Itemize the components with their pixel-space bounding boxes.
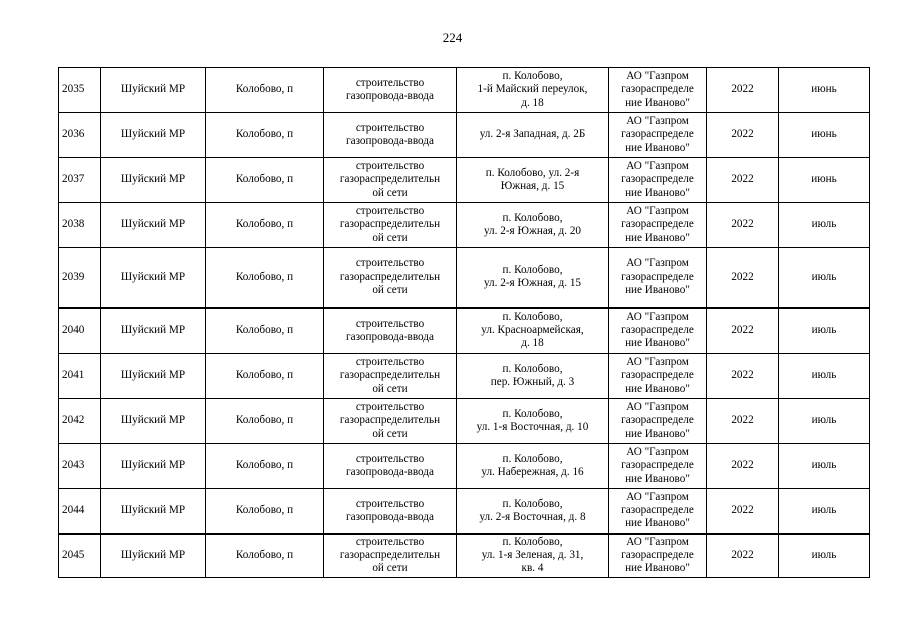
year-cell: 2022 xyxy=(707,489,779,534)
address-cell: п. Колобово, ул. Набережная, д. 16 xyxy=(457,444,609,489)
year-cell: 2022 xyxy=(707,444,779,489)
district-cell: Шуйский МР xyxy=(101,444,206,489)
row-number-cell: 2037 xyxy=(59,158,101,203)
address-cell: п. Колобово, ул. 2-я Восточная, д. 8 xyxy=(457,489,609,534)
organization-cell: АО "Газпром газораспределе ние Иваново" xyxy=(609,68,707,113)
district-cell: Шуйский МР xyxy=(101,399,206,444)
table-row xyxy=(59,203,870,248)
year-cell: 2022 xyxy=(707,354,779,399)
month-cell: июль xyxy=(779,354,870,399)
district-cell: Шуйский МР xyxy=(101,534,206,578)
work-type-cell: строительство газопровода-ввода xyxy=(324,113,457,158)
table-row xyxy=(59,308,870,354)
locality-cell: Колобово, п xyxy=(206,158,324,203)
table-row xyxy=(59,489,870,534)
locality-cell: Колобово, п xyxy=(206,248,324,308)
month-cell: июль xyxy=(779,308,870,354)
organization-cell: АО "Газпром газораспределе ние Иваново" xyxy=(609,399,707,444)
district-cell: Шуйский МР xyxy=(101,308,206,354)
address-cell: п. Колобово, 1-й Майский переулок, д. 18 xyxy=(457,68,609,113)
organization-cell: АО "Газпром газораспределе ние Иваново" xyxy=(609,308,707,354)
locality-cell: Колобово, п xyxy=(206,308,324,354)
row-number-cell: 2044 xyxy=(59,489,101,534)
year-cell: 2022 xyxy=(707,158,779,203)
table-row xyxy=(59,534,870,578)
organization-cell: АО "Газпром газораспределе ние Иваново" xyxy=(609,113,707,158)
month-cell: июнь xyxy=(779,68,870,113)
year-cell: 2022 xyxy=(707,68,779,113)
year-cell: 2022 xyxy=(707,308,779,354)
address-cell: п. Колобово, ул. 1-я Восточная, д. 10 xyxy=(457,399,609,444)
row-number-cell: 2039 xyxy=(59,248,101,308)
district-cell: Шуйский МР xyxy=(101,489,206,534)
organization-cell: АО "Газпром газораспределе ние Иваново" xyxy=(609,248,707,308)
work-type-cell: строительство газопровода-ввода xyxy=(324,444,457,489)
work-type-cell: строительство газораспределительн ой сети xyxy=(324,534,457,578)
address-cell: п. Колобово, ул. 2-я Южная, д. 15 xyxy=(457,158,609,203)
row-number-cell: 2035 xyxy=(59,68,101,113)
district-cell: Шуйский МР xyxy=(101,203,206,248)
address-cell: п. Колобово, ул. 2-я Южная, д. 20 xyxy=(457,203,609,248)
locality-cell: Колобово, п xyxy=(206,399,324,444)
work-type-cell: строительство газораспределительн ой сети xyxy=(324,248,457,308)
month-cell: июль xyxy=(779,399,870,444)
locality-cell: Колобово, п xyxy=(206,113,324,158)
year-cell: 2022 xyxy=(707,113,779,158)
work-type-cell: строительство газораспределительн ой сети xyxy=(324,354,457,399)
work-type-cell: строительство газораспределительн ой сети xyxy=(324,203,457,248)
address-cell: п. Колобово, ул. 2-я Южная, д. 15 xyxy=(457,248,609,308)
month-cell: июль xyxy=(779,203,870,248)
month-cell: июль xyxy=(779,489,870,534)
month-cell: июль xyxy=(779,248,870,308)
organization-cell: АО "Газпром газораспределе ние Иваново" xyxy=(609,203,707,248)
page-number: 224 xyxy=(442,30,463,45)
table-row xyxy=(59,113,870,158)
month-cell: июнь xyxy=(779,113,870,158)
locality-cell: Колобово, п xyxy=(206,534,324,578)
locality-cell: Колобово, п xyxy=(206,203,324,248)
month-cell: июнь xyxy=(779,158,870,203)
organization-cell: АО "Газпром газораспределе ние Иваново" xyxy=(609,444,707,489)
month-cell: июль xyxy=(779,444,870,489)
year-cell: 2022 xyxy=(707,399,779,444)
organization-cell: АО "Газпром газораспределе ние Иваново" xyxy=(609,489,707,534)
table-row xyxy=(59,399,870,444)
year-cell: 2022 xyxy=(707,248,779,308)
address-cell: п. Колобово, ул. 1-я Зеленая, д. 31, кв. 4 xyxy=(457,534,609,578)
locality-cell: Колобово, п xyxy=(206,489,324,534)
work-type-cell: строительство газопровода-ввода xyxy=(324,308,457,354)
month-cell: июль xyxy=(779,534,870,578)
organization-cell: АО "Газпром газораспределе ние Иваново" xyxy=(609,534,707,578)
district-cell: Шуйский МР xyxy=(101,113,206,158)
row-number-cell: 2040 xyxy=(59,308,101,354)
table-row xyxy=(59,444,870,489)
district-cell: Шуйский МР xyxy=(101,354,206,399)
work-type-cell: строительство газораспределительн ой сети xyxy=(324,158,457,203)
table-row xyxy=(59,248,870,308)
work-type-cell: строительство газопровода-ввода xyxy=(324,68,457,113)
organization-cell: АО "Газпром газораспределе ние Иваново" xyxy=(609,354,707,399)
district-cell: Шуйский МР xyxy=(101,158,206,203)
row-number-cell: 2038 xyxy=(59,203,101,248)
organization-cell: АО "Газпром газораспределе ние Иваново" xyxy=(609,158,707,203)
row-number-cell: 2042 xyxy=(59,399,101,444)
year-cell: 2022 xyxy=(707,534,779,578)
table-row xyxy=(59,354,870,399)
locality-cell: Колобово, п xyxy=(206,444,324,489)
table-row xyxy=(59,158,870,203)
work-type-cell: строительство газораспределительн ой сети xyxy=(324,399,457,444)
work-type-cell: строительство газопровода-ввода xyxy=(324,489,457,534)
row-number-cell: 2036 xyxy=(59,113,101,158)
locality-cell: Колобово, п xyxy=(206,354,324,399)
row-number-cell: 2043 xyxy=(59,444,101,489)
district-cell: Шуйский МР xyxy=(101,248,206,308)
address-cell: п. Колобово, пер. Южный, д. 3 xyxy=(457,354,609,399)
table-row xyxy=(59,68,870,113)
table-body xyxy=(59,68,870,578)
address-cell: ул. 2-я Западная, д. 2Б xyxy=(457,113,609,158)
row-number-cell: 2041 xyxy=(59,354,101,399)
address-cell: п. Колобово, ул. Красноармейская, д. 18 xyxy=(457,308,609,354)
year-cell: 2022 xyxy=(707,203,779,248)
gasification-table xyxy=(58,67,870,578)
locality-cell: Колобово, п xyxy=(206,68,324,113)
district-cell: Шуйский МР xyxy=(101,68,206,113)
row-number-cell: 2045 xyxy=(59,534,101,578)
